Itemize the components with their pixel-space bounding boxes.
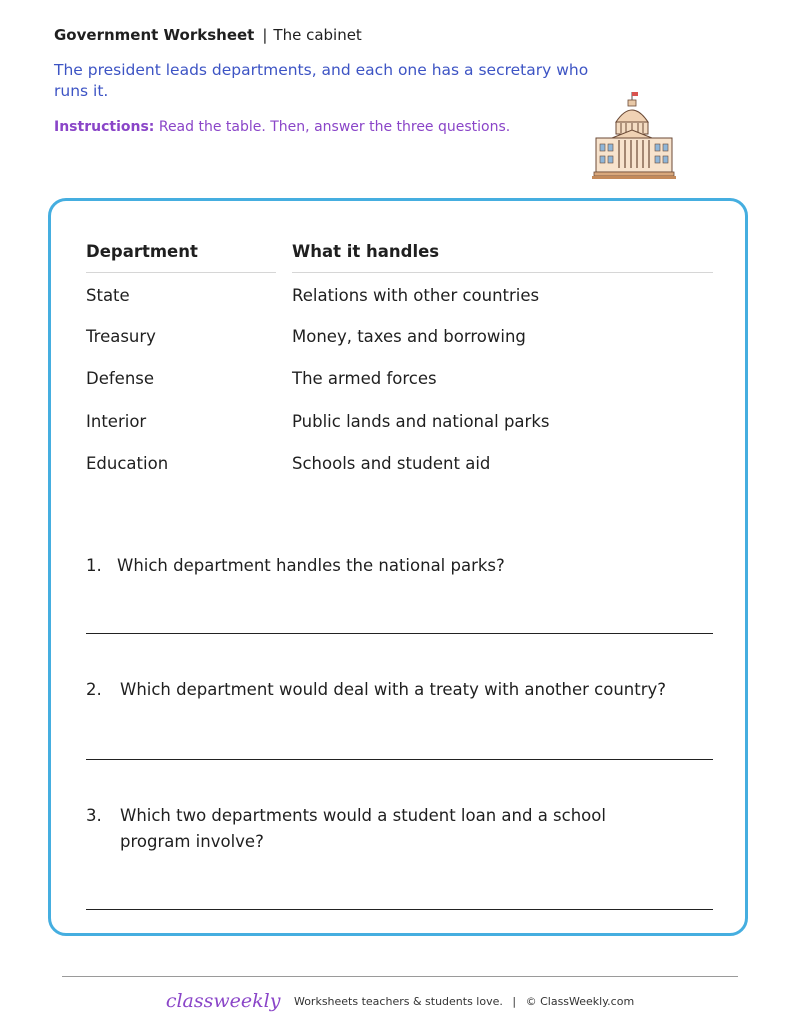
instructions-label: Instructions: <box>54 119 155 135</box>
question-text: Which two departments would a student loan and a school program involve? <box>120 806 606 851</box>
worksheet-topic: The cabinet <box>273 26 362 44</box>
question-text: Which department would deal with a treaty with another country? <box>120 680 667 699</box>
answer-line-3[interactable] <box>86 909 713 910</box>
column-header-department: Department <box>86 242 198 261</box>
column-header-responsibility: What it handles <box>292 242 440 261</box>
table-cell-responsibility: Schools and student aid <box>292 454 491 473</box>
footer-copyright: © ClassWeekly.com <box>525 995 635 1008</box>
table-cell-responsibility: Relations with other countries <box>292 286 540 305</box>
footer-separator: | <box>512 995 517 1008</box>
table-cell-responsibility: The armed forces <box>292 369 437 388</box>
question-3 <box>86 803 686 855</box>
header-divider <box>86 272 276 273</box>
table-cell-department: Treasury <box>86 327 156 346</box>
footer-tagline: Worksheets teachers & students love. <box>293 995 503 1008</box>
table-cell-department: Defense <box>86 369 155 388</box>
question-number: 2. <box>86 680 102 699</box>
worksheet-subject: Government Worksheet <box>54 26 255 44</box>
question-text: Which department handles the national parks? <box>117 556 505 575</box>
footer <box>0 990 800 1012</box>
question-1 <box>86 553 686 579</box>
table-cell-responsibility: Public lands and national parks <box>292 412 550 431</box>
worksheet-header <box>54 26 362 44</box>
capitol-building-icon <box>592 90 676 180</box>
footer-divider <box>62 976 738 977</box>
question-number: 1. <box>86 556 102 575</box>
instructions <box>54 119 510 135</box>
header-separator: | <box>262 26 268 44</box>
header-divider <box>292 272 713 273</box>
question-2 <box>86 677 686 703</box>
brand-logo: classweekly <box>165 990 281 1012</box>
table-cell-department: Interior <box>86 412 147 431</box>
table-cell-responsibility: Money, taxes and borrowing <box>292 327 526 346</box>
answer-line-2[interactable] <box>86 759 713 760</box>
table-cell-department: State <box>86 286 130 305</box>
answer-line-1[interactable] <box>86 633 713 634</box>
instructions-text: Read the table. Then, answer the three questions. <box>158 119 511 135</box>
question-number: 3. <box>86 806 102 825</box>
worksheet-subtitle: The president leads departments, and each one has a secretary who runs it. <box>54 61 589 100</box>
table-cell-department: Education <box>86 454 169 473</box>
